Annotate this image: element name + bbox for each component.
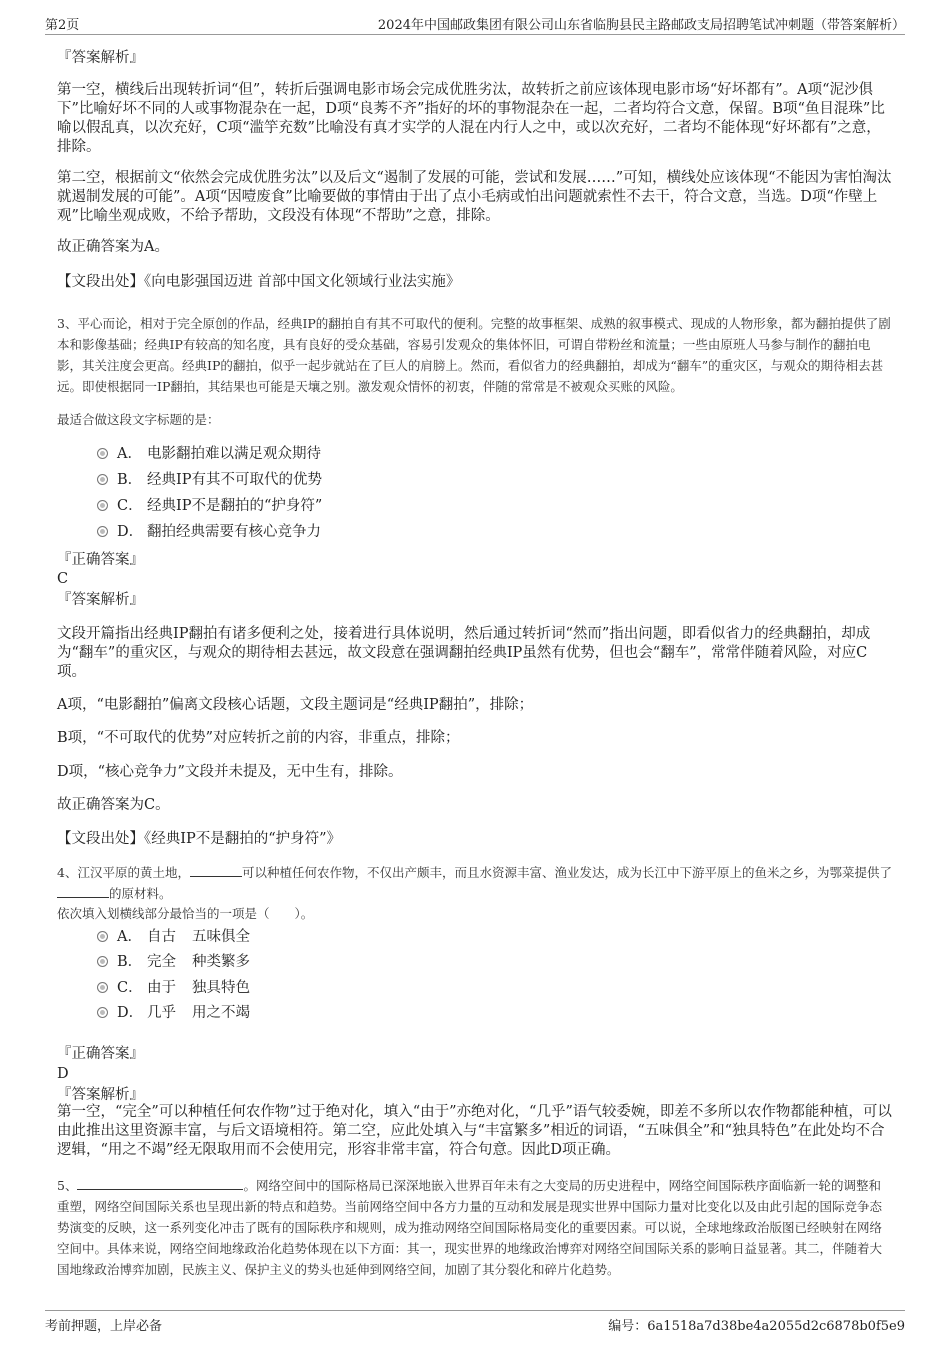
source-title: 《向电影强国迈进 首部中国文化领域行业法实施》 bbox=[144, 274, 461, 290]
q3-option-c[interactable]: C． 经典IP不是翻拍的“护身符” bbox=[97, 496, 322, 516]
q4-option-c[interactable]: C． 由于 独具特色 bbox=[97, 978, 250, 998]
document-title: 2024年中国邮政集团有限公司山东省临朐县民主路邮政支局招聘笔试冲刺题（带答案解析） bbox=[377, 18, 905, 33]
q5-passage: 5、 。网络空间中的国际格局已深深地嵌入世界百年未有之大变局的历史进程中，网络空间国际秩序面临新一轮的调整和重塑，网络空间国际关系也呈现出新的特点和趋势。当前网络空间中各方力量的互动和发展是现实世界中国际力量对比变化以及由此引起的国际竞争态势演变的反映，这一系列变化冲击了既有的国际秩序和规则，成为推动网络空间国际格局变化的重要因素。可以说，全球地缘政治版图已经映射在网络空间中。具体来说，网络空间地缘政治化趋势体现在以下方面：其一，现实世界的地缘政治博弈对网络空间国际关系的影响日益显著。其二，伴随着大国地缘政治博弈加剧，民族主义、保护主义的势头也延伸到网络空间，加剧了其分裂化和碎片化趋势。 bbox=[57, 1178, 883, 1277]
q4-analysis-text: 第一空，“完全”可以种植任何农作物”过于绝对化，填入“由于”亦绝对化，“几乎”语气较委婉，即差不多所以农作物都能种植，可以由此推出这里资源丰富，与后文语境相符。第二空，应此处填入与“丰富繁多”相近的词语，“五味俱全”和“独具特色”在此处均不合逻辑，“用之不竭”经无限取用而不会使用完，形容非常丰富，符合句意。因此D项正确。 bbox=[57, 1104, 892, 1158]
radio-icon[interactable] bbox=[97, 1007, 108, 1018]
q3-analysis-p2: A项，“电影翻拍”偏离文段核心话题，文段主题词是“经典IP翻拍”，排除； bbox=[57, 697, 534, 713]
q3-analysis-p3: B项，“不可取代的优势”对应转折之前的内容，非重点，排除； bbox=[57, 730, 460, 746]
q3-conclusion: 故正确答案为C。 bbox=[57, 797, 170, 813]
q4-option-a[interactable]: A． 自古 五味俱全 bbox=[97, 927, 250, 947]
q2-analysis-p2: 第二空，根据前文“依然会完成优胜劣汰”以及后文“遏制了发展的可能，尝试和发展……”可知，横线处应该体现“不能因为害怕淘汰就遏制发展的可能”。A项“因噎废食”比喻要做的事情由于出了点小毛病或怕出问题就索性不去干，符合文意，当选。D项“作壁上观”比喻坐观成败，不给予帮助，文段没有体现“不帮助”之意，排除。 bbox=[57, 170, 892, 224]
q3-passage bbox=[57, 313, 892, 397]
radio-icon[interactable] bbox=[97, 931, 108, 942]
q4-option-b[interactable]: B． 完全 种类繁多 bbox=[97, 952, 250, 972]
q4-answer: D bbox=[57, 1066, 69, 1082]
radio-icon[interactable] bbox=[97, 500, 108, 511]
q3-question: 最适合做这段文字标题的是： bbox=[57, 412, 220, 427]
radio-icon[interactable] bbox=[97, 982, 108, 993]
q4-stem: 4、江汉平原的黄土地， 可以种植任何农作物，不仅出产颇丰，而且水资源丰富、渔业发达，成为长江中下游平原上的鱼米之乡，为鄂菜提供了的原材料。 bbox=[57, 865, 892, 901]
source-label: 【文段出处】 bbox=[57, 274, 144, 290]
q3-option-d[interactable]: D． 翻拍经典需要有核心竞争力 bbox=[97, 522, 321, 542]
passage-text: 平心而论，相对于完全原创的作品，经典IP的翻拍自有其不可取代的便利。完整的故事框架、成熟的叙事模式、现成的人物形象，都为翻拍提供了剧本和影像基础；经典IP有较高的知名度，具有良好的受众基础，容易引发观众的集体怀旧，可谓自带粉丝和流量；一些由原班人马参与制作的翻拍电影，其关注度会更高。经典IP的翻拍，似乎一起步就站在了巨人的肩膀上。然而，看似省力的经典翻拍，却成为“翻车”的重灾区，与观众的期待相去甚远。即使根据同一IP翻拍，其结果也可能是天壤之别。激发观众情怀的初衷，伴随的常常是不被观众买账的风险。 bbox=[57, 316, 891, 394]
q3-option-a[interactable]: A． 电影翻拍难以满足观众期待 bbox=[97, 444, 321, 464]
q2-source bbox=[57, 273, 892, 292]
q3-answer: C bbox=[57, 571, 69, 587]
radio-icon[interactable] bbox=[97, 526, 108, 537]
radio-icon[interactable] bbox=[97, 448, 108, 459]
page-number: 第2页 bbox=[45, 18, 80, 33]
q3-analysis-p4: D项，“核心竞争力”文段并未提及，无中生有，排除。 bbox=[57, 764, 403, 780]
document-id: 编号：6a1518a7d38be4a2055d2c6878b0f5e9 bbox=[608, 1319, 905, 1334]
q4-correct-label: 『正确答案』 bbox=[57, 1046, 144, 1062]
answer-blank bbox=[77, 1177, 243, 1190]
source-title: 《经典IP不是翻拍的“护身符”》 bbox=[144, 831, 342, 847]
q4-analysis-label: 『答案解析』 bbox=[57, 1087, 144, 1103]
q3-option-b[interactable]: B． 经典IP有其不可取代的优势 bbox=[97, 470, 322, 490]
q2-analysis-p1: 第一空，横线后出现转折词“但”，转折后强调电影市场会完成优胜劣汰，故转折之前应该体现电影市场“好坏都有”。A项“泥沙俱下”比喻好坏不同的人或事物混杂在一起，D项“良莠不齐”指好的坏的事物混杂在一起，二者均符合文意，保留。B项“鱼目混珠”比喻以假乱真，以次充好，C项“滥竽充数”比喻没有真才实学的人混在内行人之中，或以次充好，二者均不能体现“好坏都有”之意，排除。 bbox=[57, 82, 885, 155]
footer-slogan: 考前押题，上岸必备 bbox=[45, 1319, 163, 1334]
question-number: 3、 bbox=[57, 316, 78, 331]
q3-source bbox=[57, 830, 892, 849]
answer-blank bbox=[57, 885, 109, 898]
q2-analysis-label: 『答案解析』 bbox=[57, 50, 144, 66]
page-footer bbox=[45, 1310, 905, 1337]
q4-question: 依次填入划横线部分最恰当的一项是（ ）。 bbox=[57, 906, 314, 921]
q3-analysis-label: 『答案解析』 bbox=[57, 592, 144, 608]
source-label: 【文段出处】 bbox=[57, 831, 144, 847]
q3-analysis-p1: 文段开篇指出经典IP翻拍有诸多便利之处，接着进行具体说明，然后通过转折词“然而”指出问题，即看似省力的经典翻拍，却成为“翻车”的重灾区，与观众的期待相去甚远，故文段意在强调翻拍经典IP虽然有优势，但也会“翻车”，常常伴随着风险，对应C项。 bbox=[57, 626, 871, 680]
q3-correct-label: 『正确答案』 bbox=[57, 552, 144, 568]
answer-blank bbox=[190, 864, 242, 877]
radio-icon[interactable] bbox=[97, 956, 108, 967]
radio-icon[interactable] bbox=[97, 474, 108, 485]
page-header bbox=[45, 14, 905, 35]
q2-conclusion: 故正确答案为A。 bbox=[57, 239, 169, 255]
q4-option-d[interactable]: D． 几乎 用之不竭 bbox=[97, 1003, 250, 1023]
